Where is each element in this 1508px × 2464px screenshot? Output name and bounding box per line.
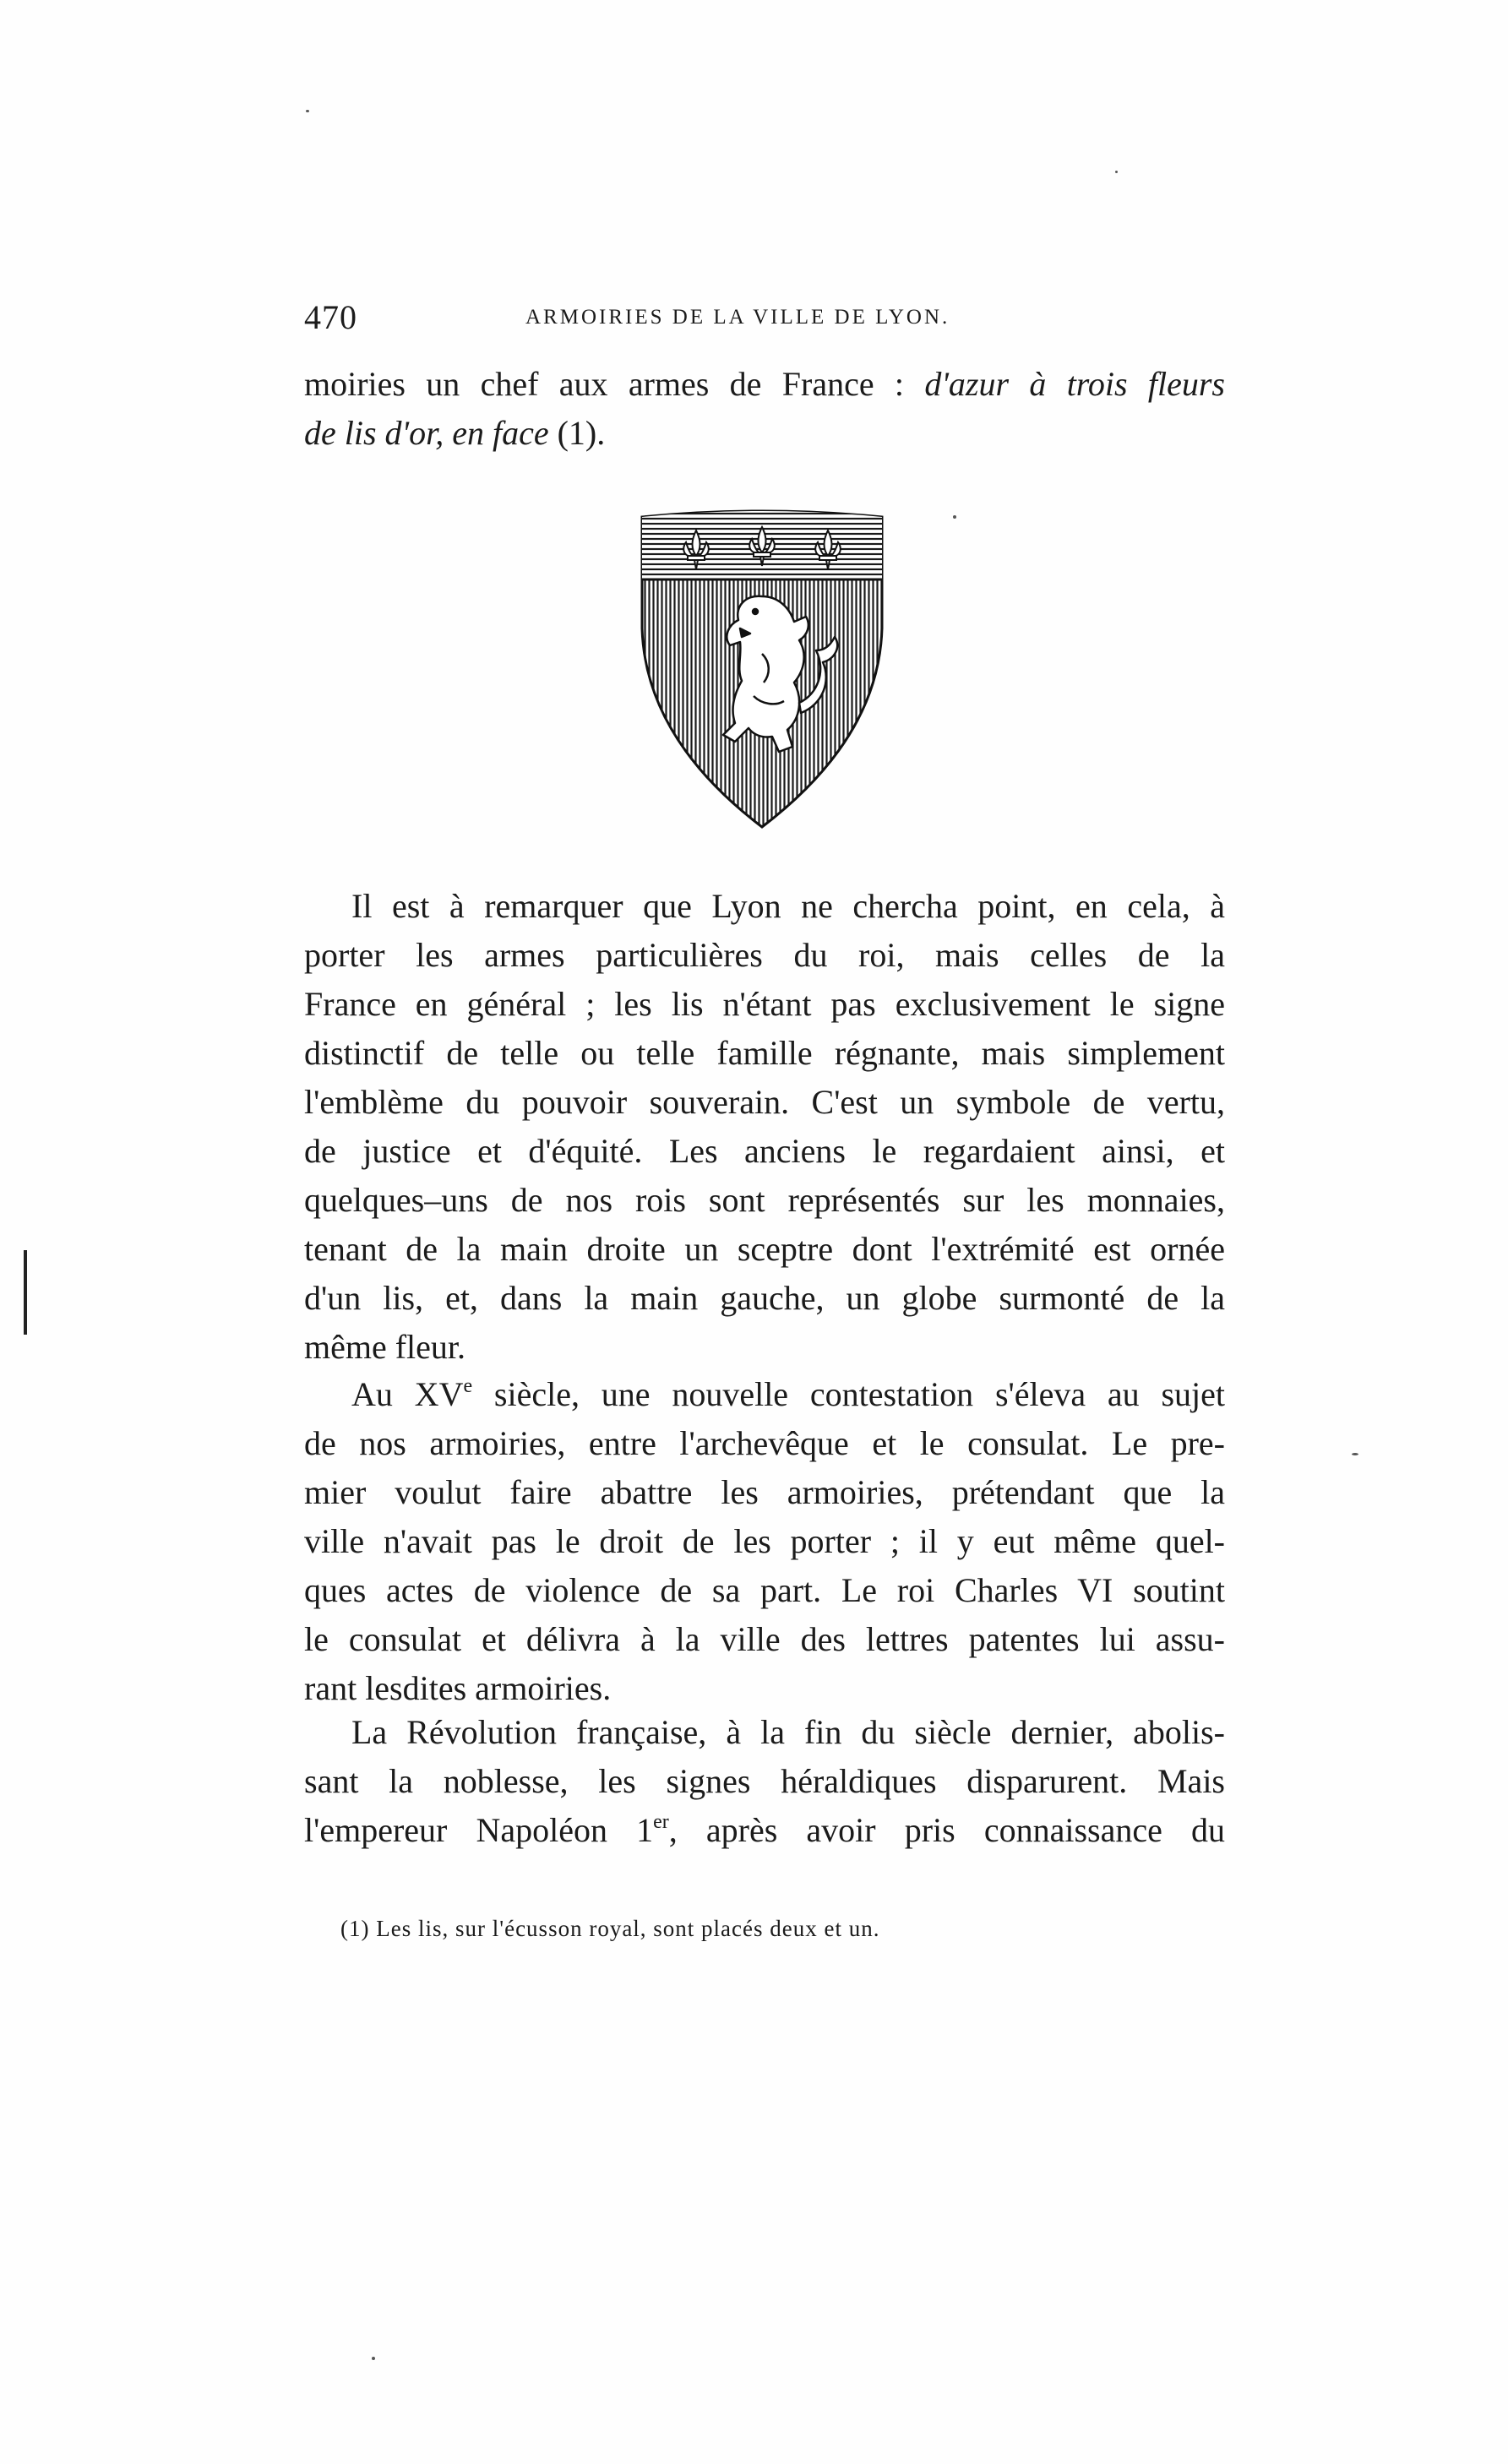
paragraph-2-line: de nos armoiries, entre l'archevêque et le consulat. Le pre- xyxy=(304,1424,1225,1462)
paragraph-1-line: quelques–uns de nos rois sont représentés sur les monnaies, xyxy=(304,1181,1225,1219)
paragraph-1 xyxy=(304,882,1225,1372)
paragraph-1-line: l'emblème du pouvoir souverain. C'est un symbole de vertu, xyxy=(304,1083,1225,1121)
scan-speck xyxy=(1352,1453,1358,1455)
intro-line-2: de lis d'or, en face (1). xyxy=(304,414,606,452)
intro-text xyxy=(304,360,1225,458)
paragraph-2-line: mier voulut faire abattre les armoiries, prétendant que la xyxy=(304,1473,1225,1511)
paragraph-2-line: le consulat et délivra à la ville des lettres patentes lui assu- xyxy=(304,1620,1225,1658)
paragraph-1-line: Il est à remarquer que Lyon ne chercha point, en cela, à xyxy=(351,887,1225,925)
paragraph-2-line: rant lesdites armoiries. xyxy=(304,1669,612,1707)
paragraph-3-line: La Révolution française, à la fin du siècle dernier, abolis- xyxy=(351,1713,1225,1751)
paragraph-3-line: sant la noblesse, les signes héraldiques disparurent. Mais xyxy=(304,1762,1225,1800)
paragraph-3-line: l'empereur Napoléon 1er, après avoir pris connaissance du xyxy=(304,1811,1225,1849)
paragraph-1-line: même fleur. xyxy=(304,1328,466,1366)
footnote: (1) Les lis, sur l'écusson royal, sont placés deux et un. xyxy=(340,1916,880,1941)
paragraph-1-line: d'un lis, et, dans la main gauche, un globe surmonté de la xyxy=(304,1279,1225,1317)
paragraph-1-line: France en général ; les lis n'étant pas exclusivement le signe xyxy=(304,985,1225,1023)
scan-speck xyxy=(953,515,956,519)
paragraph-2-line: Au XVe siècle, une nouvelle contestation s'éleva au sujet xyxy=(351,1375,1225,1413)
paragraph-1-line: distinctif de telle ou telle famille régnante, mais simplement xyxy=(304,1034,1225,1072)
scan-speck xyxy=(372,2357,375,2360)
paragraph-2 xyxy=(304,1370,1225,1713)
scan-speck xyxy=(306,110,309,112)
coat-of-arms-illustration xyxy=(635,502,889,831)
margin-scan-mark xyxy=(24,1250,27,1335)
coat-of-arms-figure xyxy=(635,502,889,831)
running-head xyxy=(304,297,1005,340)
paragraph-2-line: ques actes de violence de sa part. Le roi Charles VI soutint xyxy=(304,1571,1225,1609)
intro-line-1: moiries un chef aux armes de France : d'azur à trois fleurs xyxy=(304,365,1226,403)
scan-speck xyxy=(1115,171,1118,173)
paragraph-1-line: porter les armes particulières du roi, mais celles de la xyxy=(304,936,1225,974)
paragraph-3 xyxy=(304,1708,1225,1855)
page-number: 470 xyxy=(304,298,357,336)
running-title: ARMOIRIES DE LA VILLE DE LYON. xyxy=(525,306,950,329)
paragraph-1-line: de justice et d'équité. Les anciens le regardaient ainsi, et xyxy=(304,1132,1225,1170)
paragraph-1-line: tenant de la main droite un sceptre dont l'extrémité est ornée xyxy=(304,1230,1225,1268)
paragraph-2-line: ville n'avait pas le droit de les porter ; il y eut même quel- xyxy=(304,1522,1225,1560)
